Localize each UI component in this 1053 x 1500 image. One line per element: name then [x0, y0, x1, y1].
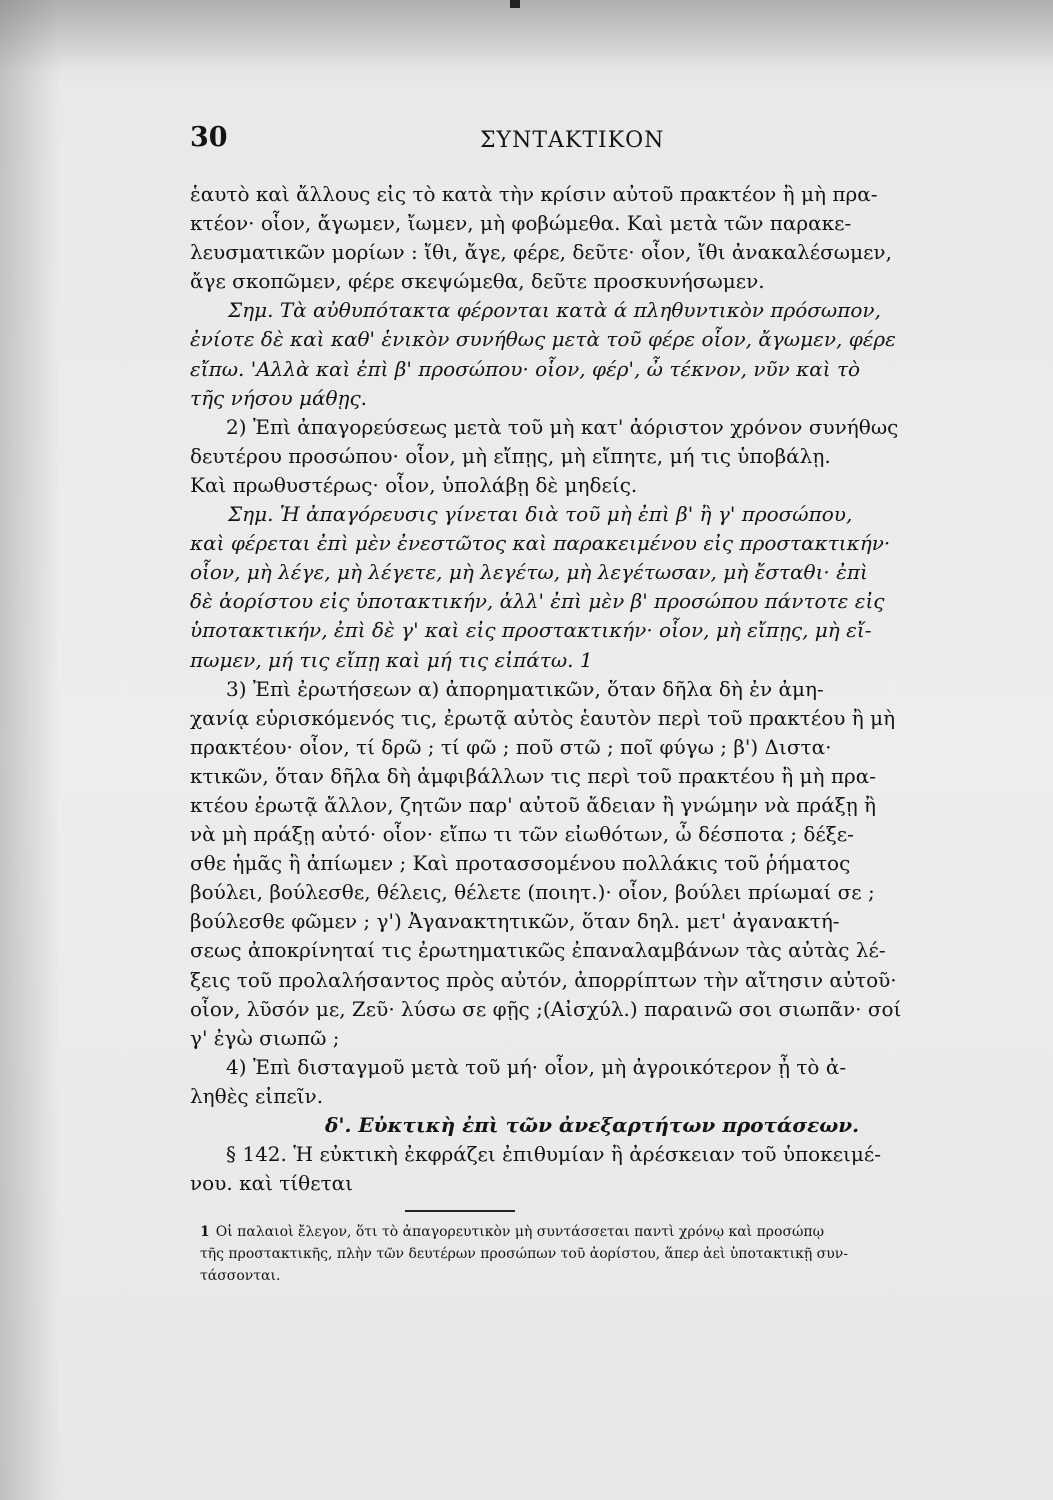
- note-line: πωμεν, μή τις εἴπῃ καὶ μή τις εἰπάτω. 1: [190, 647, 593, 672]
- note-line: τῆς νήσου μάθῃς.: [190, 385, 368, 410]
- text-line: γ' ἐγὼ σιωπῶ ;: [190, 1025, 340, 1050]
- footnote-line: τῆς προστακτικῆς, πλὴν τῶν δευτέρων προσώπων τοῦ ἀορίστου, ἅπερ ἀεὶ ὑποτακτικῇ συν-: [200, 1246, 848, 1262]
- text-line: 4) Ἐπὶ δισταγμοῦ μετὰ τοῦ μή· οἷον, μὴ ἀγροικότερον ᾖ τὸ ἀ-: [226, 1054, 847, 1079]
- text-line: σθε ἡμᾶς ἢ ἀπίωμεν ; Καὶ προτασσομένου πολλάκις τοῦ ῥήματος: [190, 851, 851, 876]
- page-number: 30: [190, 122, 228, 153]
- footnote-rule: [405, 1210, 515, 1212]
- text-line: ἄγε σκοπῶμεν, φέρε σκεψώμεθα, δεῦτε προσκυνήσωμεν.: [190, 269, 765, 294]
- paragraph-start: § 142. Ἡ εὐκτικὴ ἐκφράζει ἐπιθυμίαν ἢ ἀρέσκειαν τοῦ ὑποκειμέ-: [226, 1142, 882, 1167]
- text-line: νὰ μὴ πράξῃ αὐτό· οἷον· εἴπω τι τῶν εἰωθότων, ὦ δέσποτα ; δέξε-: [190, 822, 854, 847]
- text-line: νου. καὶ τίθεται: [190, 1171, 353, 1196]
- text-line: βούλει, βούλεσθε, θέλεις, θέλετε (ποιητ.)· οἷον, βούλει πρίωμαί σε ;: [190, 880, 875, 905]
- note-line: δὲ ἀορίστου εἰς ὑποτακτικήν, ἀλλ' ἐπὶ μὲν β' προσώπου πάντοτε εἰς: [190, 589, 885, 614]
- text-line: λευσματικῶν μορίων : ἴθι, ἄγε, φέρε, δεῦτε· οἷον, ἴθι ἀνακαλέσωμεν,: [190, 240, 892, 265]
- text-line: κτέον· οἷον, ἄγωμεν, ἴωμεν, μὴ φοβώμεθα. Καὶ μετὰ τῶν παρακε-: [190, 211, 852, 236]
- text-line: πρακτέου· οἷον, τί δρῶ ; τί φῶ ; ποῦ στῶ ; ποῖ φύγω ; β') Διστα·: [190, 734, 832, 759]
- note-line: εἴπω. 'Αλλὰ καὶ ἐπὶ β' προσώπου· οἷον, φέρ', ὦ τέκνον, νῦν καὶ τὸ: [190, 356, 861, 381]
- text-line: ληθὲς εἰπεῖν.: [190, 1083, 324, 1108]
- text-line: ξεις τοῦ προλαλήσαντος πρὸς αὐτόν, ἀπορρίπτων τὴν αἴτησιν αὐτοῦ·: [190, 967, 897, 992]
- body-text: [190, 180, 965, 1198]
- text-line: δευτέρου προσώπου· οἷον, μὴ εἴπῃς, μὴ εἴπητε, μή τις ὑποβάλῃ.: [190, 443, 831, 468]
- print-mark: [510, 0, 520, 8]
- note-line: οἷον, μὴ λέγε, μὴ λέγετε, μὴ λεγέτω, μὴ λεγέτωσαν, μὴ ἔσταθι· ἐπὶ: [190, 560, 868, 585]
- text-line: βούλεσθε φῶμεν ; γ') Ἀγανακτητικῶν, ὅταν δηλ. μετ' ἀγανακτή-: [190, 909, 840, 934]
- text-line: κτέου ἐρωτᾷ ἄλλον, ζητῶν παρ' αὐτοῦ ἄδειαν ἢ γνώμην νὰ πράξῃ ἢ: [190, 792, 877, 817]
- note-line: καὶ φέρεται ἐπὶ μὲν ἐνεστῶτος καὶ παρακειμένου εἰς προστακτικήν·: [190, 531, 891, 556]
- text-line: σεως ἀποκρίνηταί τις ἐρωτηματικῶς ἐπαναλαμβάνων τὰς αὐτὰς λέ-: [190, 938, 886, 963]
- text-line: 2) Ἐπὶ ἀπαγορεύσεως μετὰ τοῦ μὴ κατ' ἀόριστον χρόνον συνήθως: [226, 414, 899, 439]
- text-line: 3) Ἐπὶ ἐρωτήσεων α) ἀπορηματικῶν, ὅταν δῆλα δὴ ἐν ἀμη-: [226, 676, 824, 701]
- text-line: ἑαυτὸ καὶ ἄλλους εἰς τὸ κατὰ τὴν κρίσιν αὐτοῦ πρακτέον ἢ μὴ πρα-: [190, 182, 878, 206]
- note-line: Σημ. Ἡ ἀπαγόρευσις γίνεται διὰ τοῦ μὴ ἐπὶ β' ἢ γ' προσώπου,: [228, 502, 853, 527]
- page-edge-shadow: [0, 0, 60, 1500]
- text-line: οἷον, λῦσόν με, Ζεῦ· λύσω σε φῇς ;(Αἰσχύλ.) παραινῶ σοι σιωπᾶν· σοί: [190, 996, 902, 1021]
- footnote-text: Οἱ παλαιοὶ ἔλεγον, ὅτι τὸ ἀπαγορευτικὸν μὴ συντάσσεται παντὶ χρόνῳ καὶ προσώπῳ: [215, 1224, 825, 1240]
- footnote-marker: 1: [200, 1224, 210, 1240]
- footnote-line: [200, 1221, 980, 1243]
- note-line: ἐνίοτε δὲ καὶ καθ' ἑνικὸν συνήθως μετὰ τοῦ φέρε οἷον, ἄγωμεν, φέρε: [190, 327, 896, 352]
- note-line: ὑποτακτικήν, ἐπὶ δὲ γ' καὶ εἰς προστακτικήν· οἷον, μὴ εἴπῃς, μὴ εἴ-: [190, 618, 872, 643]
- page-top-shadow: [0, 0, 1053, 70]
- section-heading: δ'. Εὐκτικὴ ἐπὶ τῶν ἀνεξαρτήτων προτάσεων.: [325, 1113, 860, 1137]
- text-line: Καὶ πρωθυστέρως· οἷον, ὑπολάβῃ δὲ μηδείς.: [190, 472, 638, 497]
- footnote: [200, 1221, 980, 1287]
- note-line: Σημ. Τὰ αὐθυπότακτα φέρονται κατὰ ά πληθυντικὸν πρόσωπον,: [228, 298, 881, 323]
- text-line: κτικῶν, ὅταν δῆλα δὴ ἀμφιβάλλων τις περὶ τοῦ πρακτέου ἢ μὴ πρα-: [190, 763, 877, 788]
- running-head: ΣΥΝΤΑΚΤΙΚΟΝ: [480, 128, 665, 153]
- text-line: χανίᾳ εὑρισκόμενός τις, ἐρωτᾷ αὐτὸς ἑαυτὸν περὶ τοῦ πρακτέου ἢ μὴ: [190, 705, 896, 730]
- footnote-line: τάσσονται.: [200, 1268, 281, 1284]
